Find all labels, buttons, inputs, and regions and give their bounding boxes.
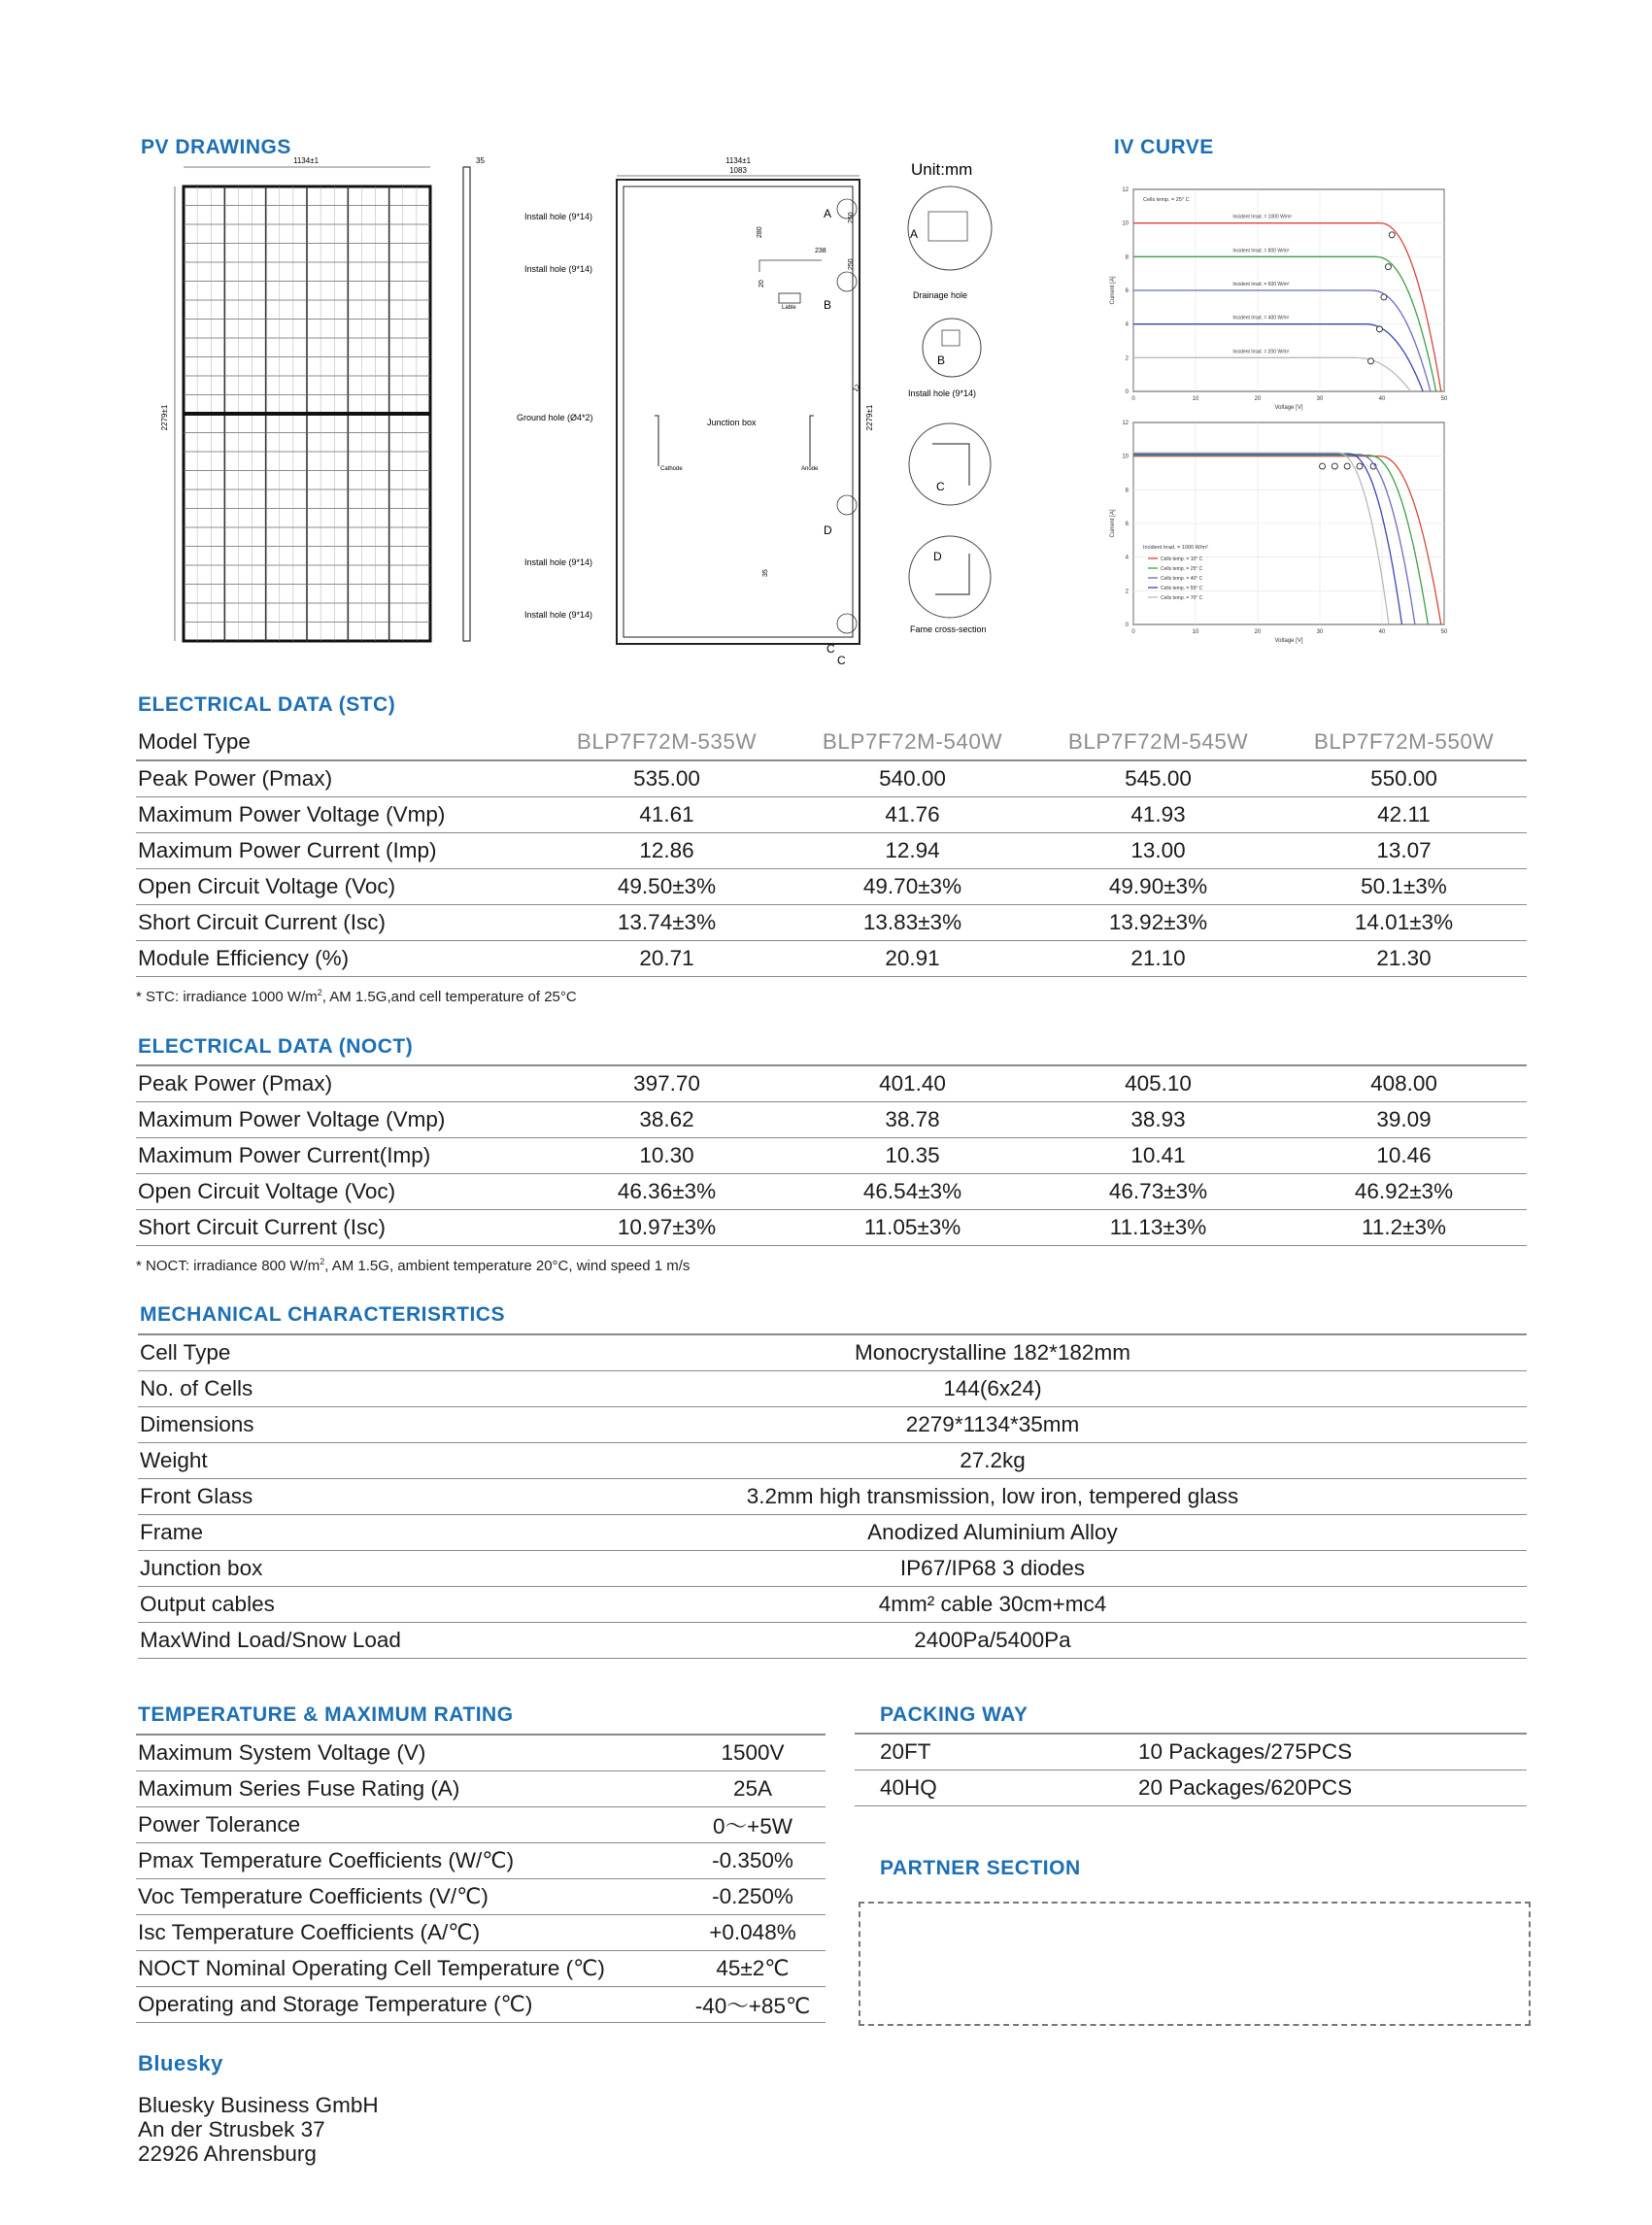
stc-table [136,725,1527,977]
cell-value: -0.350% [680,1843,826,1879]
table-row [136,1735,826,1771]
iv-chart-irradiance [1110,187,1448,411]
row-label: MaxWind Load/Snow Load [138,1623,458,1659]
cell-value: 11.13±3% [1035,1210,1281,1246]
cell-value: 20.91 [790,941,1035,977]
mechanical-title: MECHANICAL CHARACTERISRTICS [140,1303,505,1326]
series-label: Incident Irrad. = 1000 W/m² [1232,214,1293,220]
x-axis-label: Voltage [V] [1274,405,1303,411]
model-type-label: Model Type [136,725,544,760]
cell-value: 46.73±3% [1035,1174,1281,1210]
y-tick-label: 6 [1125,288,1129,294]
cell-value: 13.92±3% [1035,905,1281,941]
row-label: Open Circuit Voltage (Voc) [136,869,544,905]
cell-value: 50.1±3% [1281,869,1527,905]
mpp-marker [1357,463,1363,469]
back-height-dim: 2279±1 [865,404,874,431]
row-label: Short Circuit Current (Isc) [136,1210,544,1246]
partner-title: PARTNER SECTION [880,1857,1081,1879]
row-label: Power Tolerance [136,1807,680,1843]
cell-value: 144(6x24) [458,1371,1527,1407]
company-title: Bluesky [138,2051,223,2075]
cell-value: 10.35 [790,1138,1035,1174]
table-row [138,1334,1527,1371]
table-row [136,1065,1527,1102]
table-row [136,941,1527,977]
stc-note-sup: 2 [317,988,322,997]
unit-label: Unit:mm [911,160,973,179]
anode-label: Anode [801,466,819,472]
marker-letter: D [824,523,832,537]
cell-value: 405.10 [1035,1065,1281,1102]
table-row [138,1551,1527,1587]
cell-value: 12.94 [790,833,1035,869]
series-label: Incident Irrad. = 200 W/m² [1232,349,1290,355]
cell-value: 20 Packages/620PCS [1136,1770,1527,1806]
row-label: No. of Cells [138,1371,458,1407]
cell-value: 42.11 [1281,797,1527,833]
series-line [1133,290,1431,391]
cathode-label: Cathode [660,466,683,472]
y-tick-label: 8 [1125,254,1129,261]
cell-value: 540.00 [790,760,1035,797]
stc-note [136,988,577,1005]
table-row [136,1807,826,1843]
row-label: Front Glass [138,1479,458,1515]
dim-250: 250 [848,258,855,270]
row-label: Maximum System Voltage (V) [136,1735,680,1771]
iv-curve-title: IV CURVE [1114,136,1214,158]
noct-note-sup: 2 [320,1257,325,1266]
junction-box-label: Junction box [707,418,757,427]
cell-value: 10 Packages/275PCS [1136,1734,1527,1770]
temperature-table [136,1734,826,2023]
cell-value: 10.30 [544,1138,790,1174]
row-label: Maximum Power Current(Imp) [136,1138,544,1174]
cell-value: 408.00 [1281,1065,1527,1102]
detail-letter: A [910,227,919,241]
packing-title: PACKING WAY [880,1703,1028,1726]
cell-value: 49.90±3% [1035,869,1281,905]
cell-value: Monocrystalline 182*182mm [458,1334,1527,1371]
x-tick-label: 30 [1316,629,1324,635]
cell-value: 41.93 [1035,797,1281,833]
x-tick-label: 0 [1131,396,1135,402]
table-row [136,905,1527,941]
pv-drawings [155,155,1049,680]
table-row [136,869,1527,905]
cell-value: IP67/IP68 3 diodes [458,1551,1527,1587]
row-label: Cell Type [138,1334,458,1371]
row-label: Isc Temperature Coefficients (A/℃) [136,1915,680,1951]
cell-value: 38.78 [790,1102,1035,1138]
drainage-hole-label: Drainage hole [913,290,968,300]
stc-title: ELECTRICAL DATA (STC) [138,693,396,716]
legend-label: Cells temp. = 10° C [1161,556,1203,562]
cell-value: 2279*1134*35mm [458,1407,1527,1443]
install-hole-label: Install hole (9*14) [524,264,593,274]
cell-value: 38.93 [1035,1102,1281,1138]
iv-curve-charts [1078,180,1457,665]
dim-35: 35 [762,569,769,577]
row-label: Short Circuit Current (Isc) [136,905,544,941]
pv-drawings-title: PV DRAWINGS [141,136,291,158]
front-height-dim: 2279±1 [160,404,169,431]
label-tag: Lable [782,305,796,311]
detail-letter: C [936,480,945,493]
dim-238: 238 [815,248,826,254]
cell-value: +0.048% [680,1915,826,1951]
row-label: Maximum Power Current (Imp) [136,833,544,869]
noct-note-text: * NOCT: irradiance 800 W/m [136,1258,320,1274]
mechanical-table [138,1333,1527,1659]
detail-letter: B [937,354,946,367]
cell-value: 41.61 [544,797,790,833]
marker-letter: A [824,207,832,220]
x-tick-label: 30 [1316,396,1324,402]
table-row [136,1102,1527,1138]
back-width-dim: 1134±1 [725,156,752,165]
dim-12: 12 [852,383,862,393]
side-depth-dim: 35 [476,156,485,165]
table-row [138,1371,1527,1407]
x-tick-label: 20 [1254,396,1262,402]
mpp-marker [1332,463,1337,469]
y-tick-label: 4 [1125,321,1129,328]
row-label: Output cables [138,1587,458,1623]
cell-value: 49.70±3% [790,869,1035,905]
dim-20: 20 [759,280,765,287]
row-label: Maximum Power Voltage (Vmp) [136,1102,544,1138]
company-street: An der Strusbek 37 [138,2117,325,2141]
cell-value: 21.30 [1281,941,1527,977]
table-row [136,1951,826,1987]
packing-table [855,1733,1527,1806]
module-side-view [463,156,485,641]
cell-value: 535.00 [544,760,790,797]
table-row [855,1734,1527,1770]
stc-note-text: , AM 1.5G,and cell temperature of 25°C [321,989,577,1005]
y-tick-label: 12 [1122,421,1129,426]
table-row [136,760,1527,797]
cell-value: 10.97±3% [544,1210,790,1246]
cell-value: 12.86 [544,833,790,869]
detail-letter: D [933,550,942,563]
noct-note [136,1257,690,1274]
chart-annotation: Incident Irrad. = 1000 W/m² [1143,545,1208,551]
cell-value: 38.62 [544,1102,790,1138]
row-label: Pmax Temperature Coefficients (W/℃) [136,1843,680,1879]
y-tick-label: 4 [1125,555,1129,561]
cell-value: 11.2±3% [1281,1210,1527,1246]
dim-250: 250 [848,212,855,223]
row-label: Weight [138,1443,458,1479]
x-axis-label: Voltage [V] [1274,638,1303,644]
x-tick-label: 0 [1131,629,1135,635]
y-tick-label: 6 [1125,522,1129,527]
model-name: BLP7F72M-540W [790,725,1035,760]
cell-value: 13.74±3% [544,905,790,941]
company-address [138,2093,379,2166]
y-tick-label: 0 [1125,389,1129,395]
module-front-view [160,156,430,641]
chart-annotation: Cells temp. = 25° C [1143,197,1190,203]
legend-label: Cells temp. = 40° C [1161,576,1203,582]
cell-value: 39.09 [1281,1102,1527,1138]
cell-value: 46.92±3% [1281,1174,1527,1210]
table-row [136,1210,1527,1246]
y-tick-label: 10 [1122,220,1129,227]
cell-value: 397.70 [544,1065,790,1102]
table-row [136,833,1527,869]
cell-value: 3.2mm high transmission, low iron, tempered glass [458,1479,1527,1515]
table-row [136,797,1527,833]
marker-letter: C [837,654,846,667]
table-row [136,1987,826,2023]
table-row [136,1174,1527,1210]
table-row [138,1443,1527,1479]
row-label: Dimensions [138,1407,458,1443]
mpp-marker [1376,326,1382,332]
install-hole-label: Install hole (9*14) [524,610,593,620]
cell-value: 41.76 [790,797,1035,833]
cell-value: 550.00 [1281,760,1527,797]
row-label: Frame [138,1515,458,1551]
cell-value: 14.01±3% [1281,905,1527,941]
table-row [138,1479,1527,1515]
y-axis-label: Current [A] [1110,509,1116,538]
mpp-marker [1381,294,1387,300]
mpp-marker [1385,264,1391,270]
series-label: Incident Irrad. = 800 W/m² [1232,248,1290,254]
back-inner-width-dim: 1083 [729,166,747,175]
table-row [136,1915,826,1951]
company-city: 22926 Ahrensburg [138,2141,317,2166]
marker-letter: B [824,298,832,312]
dim-280: 280 [757,226,763,238]
model-name: BLP7F72M-550W [1281,725,1527,760]
row-label: 20FT [855,1734,1136,1770]
table-row [136,1138,1527,1174]
x-tick-label: 40 [1378,629,1386,635]
temperature-title: TEMPERATURE & MAXIMUM RATING [138,1703,514,1726]
stc-header-row [136,725,1527,760]
module-back-view [517,156,874,667]
cell-value: 2400Pa/5400Pa [458,1623,1527,1659]
cell-value: 46.36±3% [544,1174,790,1210]
table-row [136,1771,826,1807]
table-row [855,1770,1527,1806]
noct-table [136,1064,1527,1246]
table-row [138,1587,1527,1623]
row-label: Module Efficiency (%) [136,941,544,977]
mpp-marker [1367,358,1373,364]
legend-label: Cells temp. = 55° C [1161,586,1203,591]
company-name: Bluesky Business GmbH [138,2093,379,2117]
x-tick-label: 10 [1192,396,1199,402]
y-tick-label: 0 [1125,623,1129,628]
mpp-marker [1320,463,1326,469]
row-label: Peak Power (Pmax) [136,760,544,797]
cell-value: 13.83±3% [790,905,1035,941]
row-label: Peak Power (Pmax) [136,1065,544,1102]
row-label: NOCT Nominal Operating Cell Temperature (℃) [136,1951,680,1987]
cell-value: 27.2kg [458,1443,1527,1479]
table-row [138,1407,1527,1443]
marker-letter: C [826,642,835,656]
cell-value: 1500V [680,1735,826,1771]
install-hole-detail-label: Install hole (9*14) [908,388,977,398]
x-tick-label: 50 [1440,629,1448,635]
frame-cross-section-label: Fame cross-section [910,624,987,634]
cell-value: 49.50±3% [544,869,790,905]
row-label: 40HQ [855,1770,1136,1806]
cell-value: -40～+85℃ [680,1987,826,2023]
cell-value: 21.10 [1035,941,1281,977]
noct-title: ELECTRICAL DATA (NOCT) [138,1035,414,1058]
cell-value: 545.00 [1035,760,1281,797]
table-row [136,1843,826,1879]
y-tick-label: 2 [1125,589,1129,595]
series-label: Incident Irrad. = 400 W/m² [1232,315,1290,321]
y-tick-label: 8 [1125,488,1129,494]
x-tick-label: 40 [1378,396,1386,402]
y-tick-label: 10 [1122,454,1129,460]
row-label: Junction box [138,1551,458,1587]
legend-label: Cells temp. = 25° C [1161,566,1203,572]
front-width-dim: 1134±1 [292,156,320,165]
x-tick-label: 50 [1440,396,1448,402]
row-label: Operating and Storage Temperature (℃) [136,1987,680,2023]
iv-chart-temperature [1110,421,1448,644]
install-hole-label: Install hole (9*14) [524,557,593,567]
row-label: Maximum Power Voltage (Vmp) [136,797,544,833]
cell-value: 13.00 [1035,833,1281,869]
cell-value: 11.05±3% [790,1210,1035,1246]
model-name: BLP7F72M-545W [1035,725,1281,760]
cell-value: 46.54±3% [790,1174,1035,1210]
series-label: Incident Irrad. = 600 W/m² [1232,282,1290,287]
row-label: Open Circuit Voltage (Voc) [136,1174,544,1210]
y-tick-label: 2 [1125,355,1129,362]
noct-note-text: , AM 1.5G, ambient temperature 20°C, wind speed 1 m/s [324,1258,691,1274]
x-tick-label: 10 [1192,629,1199,635]
cell-value: 4mm² cable 30cm+mc4 [458,1587,1527,1623]
table-row [138,1623,1527,1659]
cell-value: 13.07 [1281,833,1527,869]
partner-box [859,1902,1531,2026]
cell-value: -0.250% [680,1879,826,1915]
stc-note-text: * STC: irradiance 1000 W/m [136,989,318,1005]
cell-value: 45±2℃ [680,1951,826,1987]
install-hole-label: Install hole (9*14) [524,212,593,221]
cell-value: 0～+5W [680,1807,826,1843]
table-row [136,1879,826,1915]
mpp-marker [1389,232,1395,238]
cell-value: 20.71 [544,941,790,977]
ground-hole-label: Ground hole (Ø4*2) [517,413,593,422]
row-label: Voc Temperature Coefficients (V/℃) [136,1879,680,1915]
cell-value: 10.41 [1035,1138,1281,1174]
detail-views [908,160,992,634]
cell-value: 10.46 [1281,1138,1527,1174]
cell-value: 25A [680,1771,826,1807]
x-tick-label: 20 [1254,629,1262,635]
model-name: BLP7F72M-535W [544,725,790,760]
y-tick-label: 12 [1122,187,1129,193]
y-axis-label: Current [A] [1110,276,1116,305]
cell-value: 401.40 [790,1065,1035,1102]
table-row [138,1515,1527,1551]
cell-value: Anodized Aluminium Alloy [458,1515,1527,1551]
row-label: Maximum Series Fuse Rating (A) [136,1771,680,1807]
legend-label: Cells temp. = 70° C [1161,595,1203,601]
mpp-marker [1344,463,1350,469]
